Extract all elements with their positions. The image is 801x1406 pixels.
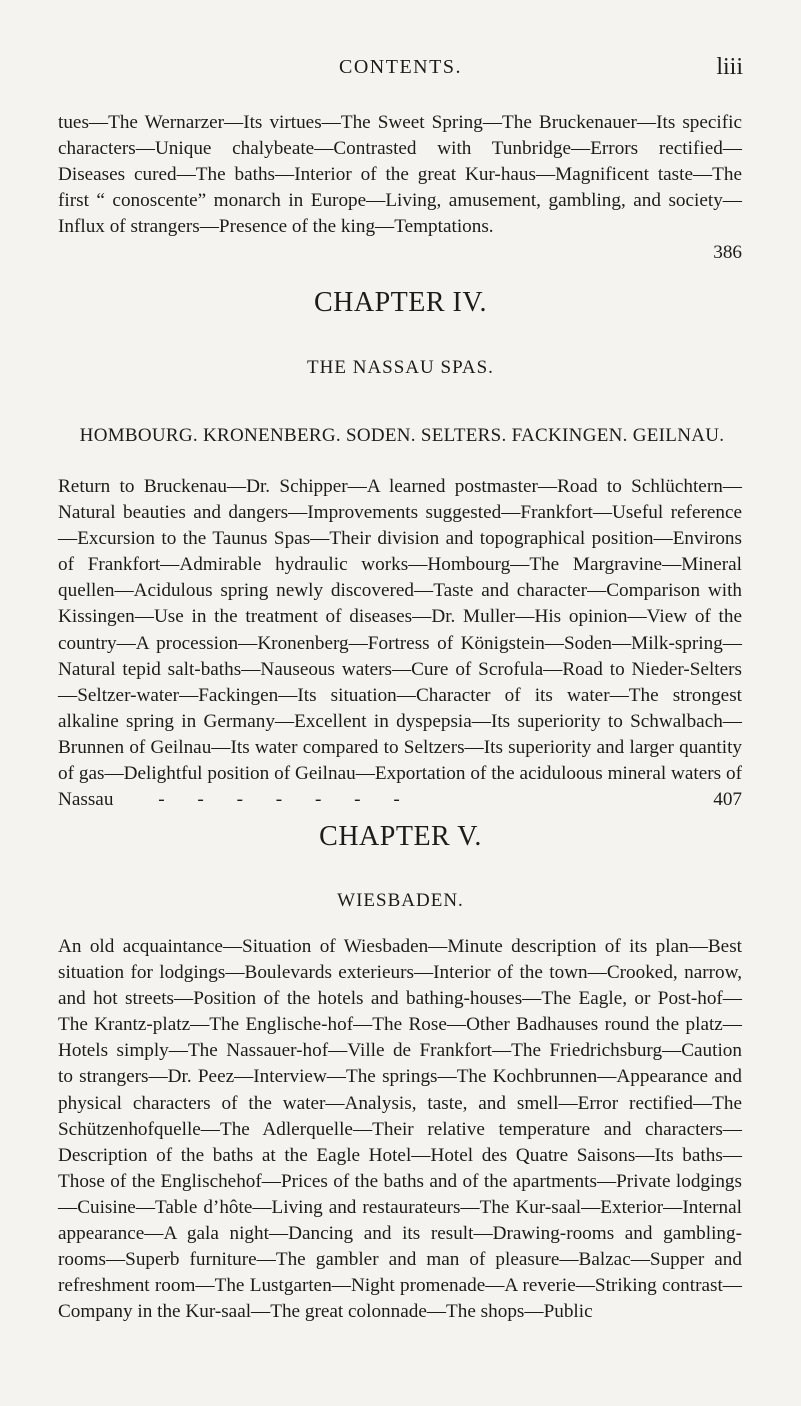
chapter3-page-ref: 386: [713, 242, 742, 264]
chapter5-summary: [58, 934, 742, 1325]
running-head-title: CONTENTS.: [339, 56, 462, 78]
chapter5-title: CHAPTER V.: [319, 821, 482, 852]
chapter5-subtitle: WIESBADEN.: [337, 890, 464, 911]
running-head: [0, 56, 801, 86]
chapter4-places: HOMBOURG. KRONENBERG. SODEN. SELTERS. FACKINGEN. GEILNAU.: [79, 425, 725, 446]
chapter5-summary-text: An old acquaintance—Situation of Wiesbaden—Minute description of its plan—Best situation for lodgings—Boulevards exterieurs—Interior of the town—Crooked, narrow, and hot streets—Position of the hotels and bathing-houses—The Eagle, or Post-hof—The Krantz-platz—The Englische-hof—The Rose—Other Badhauses round the platz—Hotels simply—The Nassauer-hof—Ville de Frankfort—The Friedrichsburg—Caution to strangers—Dr. Peez—Interview—The springs—The Kochbrunnen—Appearance and physical characters of the water—Analysis, taste, and smell—Error rectified—The Schützenhofquelle—The Adlerquelle—Their relative temperature and characters—Description of the baths at the Eagle Hotel—Hotel des Quatre Saisons—Its baths—Those of the Englischehof—Prices of the baths and of the apartments—Private lodgings—Cuisine—Table d’hôte—Living and restaurateurs—The Kur-saal—Exterior—Internal appearance—A gala night—Dancing and its result—Drawing-rooms and gambling-rooms—Superb furniture—The gambler and man of pleasure—Balzac—Supper and refreshment room—The Lustgarten—Night promenade—A reverie—Striking contrast—Company in the Kur-saal—The great colonnade—The shops—Public: [58, 936, 742, 1323]
chapter4-summary: [58, 474, 742, 813]
chapter3-summary-text: tues—The Wernarzer—Its virtues—The Sweet Spring—The Bruckenauer—Its specific characters—Unique chalybeate—Contrasted with Tunbridge—Errors rectified—Diseases cured—The baths—Interior of the great Kur-haus—Magnificent taste—The first “ conoscente” monarch in Europe—Living, amusement, gambling, and society—Influx of strangers—Presence of the king—Temptations.: [58, 112, 742, 238]
chapter4-leaders: - - - - - - -: [158, 789, 414, 811]
chapter4-subtitle: THE NASSAU SPAS.: [307, 357, 494, 378]
chapter4-title: CHAPTER IV.: [313, 287, 487, 318]
chapter3-summary-continuation: [58, 110, 742, 267]
chapter4-page-ref: 407: [713, 789, 742, 811]
chapter4-summary-text: Return to Bruckenau—Dr. Schipper—A learned postmaster—Road to Schlüchtern—Natural beauties and dangers—Improvements suggested—Frankfort—Useful reference—Excursion to the Taunus Spas—Their division and topographical position—Environs of Frankfort—Admirable hydraulic works—Hombourg—The Margravine—Mineral quellen—Acidulous spring newly discovered—Taste and character—Comparison with Kissingen—Use in the treatment of diseases—Dr. Muller—His opinion—View of the country—A procession—Kronenberg—Fortress of Königstein—Soden—Milk-spring—Natural tepid salt-baths—Nauseous waters—Cure of Scrofula—Road to Nieder-Selters—Seltzer-water—Fackingen—Its situation—Character of its water—The strongest alkaline spring in Germany—Excellent in dyspepsia—Its superiority to Schwalbach—Brunnen of Geilnau—Its water compared to Seltzers—Its superiority and larger quantity of gas—Delightful position of Geilnau—Exportation of the aciduloous mineral waters of Nassau: [58, 476, 742, 811]
page-number: liii: [716, 54, 743, 80]
